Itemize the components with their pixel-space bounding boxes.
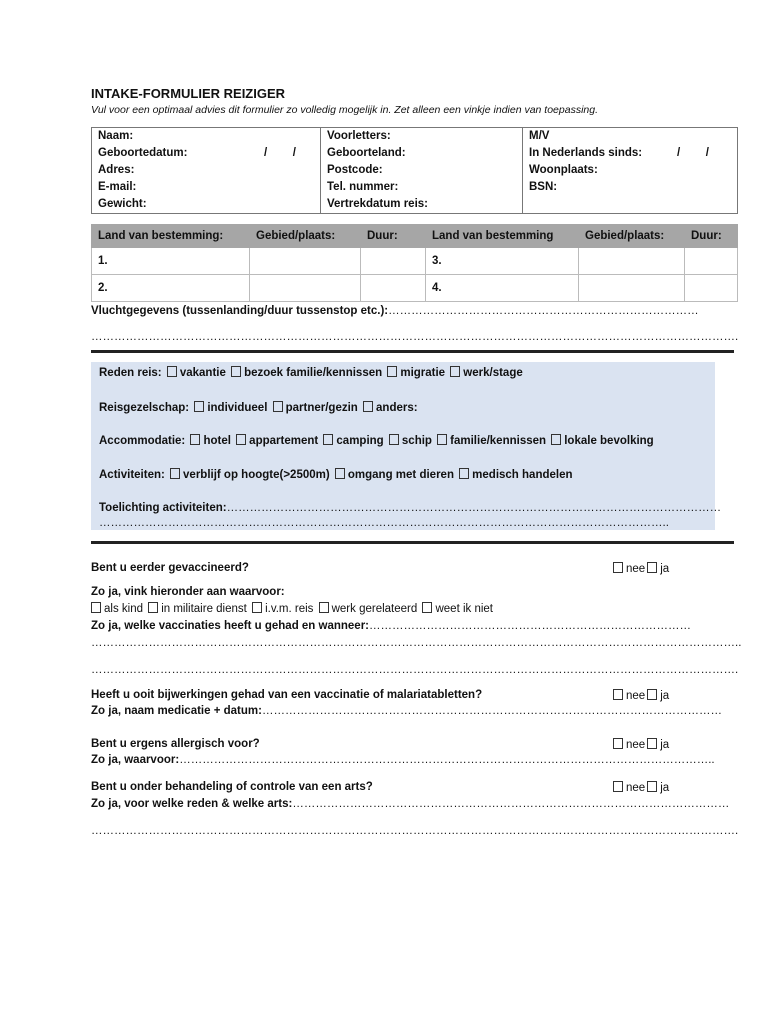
form-subtitle: Vul voor een optimaal advies dit formulier zo volledig mogelijk in. Zet alleen een vinkje indien van toepassing. bbox=[91, 104, 599, 116]
checkbox[interactable] bbox=[389, 434, 399, 445]
side-effects-detail[interactable]: Zo ja, naam medicatie + datum:………………………………………………………………………………………………………… bbox=[91, 705, 722, 717]
activities-line: Activiteiten: verblijf op hoogte(>2500m) omgang met dieren medisch handelen bbox=[99, 469, 573, 481]
dest-cell[interactable]: 4. bbox=[426, 275, 579, 302]
personal-col-3[interactable] bbox=[523, 128, 738, 214]
yes-no-vaccinated: nee ja bbox=[611, 562, 669, 575]
checkbox[interactable] bbox=[459, 468, 469, 479]
allergy-detail[interactable]: Zo ja, waarvoor:………………………………………………………………………………………………………………………….. bbox=[91, 754, 715, 766]
checkbox[interactable] bbox=[387, 366, 397, 377]
dest-cell[interactable] bbox=[361, 248, 426, 275]
checkbox[interactable] bbox=[422, 602, 432, 613]
checkbox[interactable] bbox=[190, 434, 200, 445]
checkbox[interactable] bbox=[613, 781, 623, 792]
dest-header: Duur: bbox=[361, 225, 426, 248]
vacc-if-yes: Zo ja, vink hieronder aan waarvoor: bbox=[91, 586, 285, 598]
field-email: E-mail: bbox=[98, 181, 137, 193]
dest-cell[interactable] bbox=[685, 275, 738, 302]
field-woonplaats: Woonplaats: bbox=[529, 164, 598, 176]
checkbox[interactable] bbox=[252, 602, 262, 613]
dest-cell[interactable]: 1. bbox=[92, 248, 250, 275]
flight-details-line[interactable]: Vluchtgegevens (tussenlanding/duur tussenstop etc.):……………………………………………………………………… bbox=[91, 305, 699, 317]
company-line: Reisgezelschap: individueel partner/gezin anders: bbox=[99, 402, 418, 414]
q-side-effects: Heeft u ooit bijwerkingen gehad van een vaccinatie of malariatabletten? bbox=[91, 689, 483, 701]
field-geboorteland: Geboorteland: bbox=[327, 147, 406, 159]
dest-cell[interactable] bbox=[361, 275, 426, 302]
personal-col-1[interactable] bbox=[92, 128, 321, 214]
field-nl-sinds: In Nederlands sinds: / / bbox=[529, 147, 709, 159]
checkbox[interactable] bbox=[236, 434, 246, 445]
field-naam: Naam: bbox=[98, 130, 134, 142]
reason-line: Reden reis: vakantie bezoek familie/kennissen migratie werk/stage bbox=[99, 367, 523, 379]
checkbox[interactable] bbox=[613, 738, 623, 749]
divider bbox=[91, 350, 734, 353]
yes-no-doctor: nee ja bbox=[611, 781, 669, 794]
checkbox[interactable] bbox=[148, 602, 158, 613]
checkbox[interactable] bbox=[363, 401, 373, 412]
dest-header: Duur: bbox=[685, 225, 738, 248]
field-voorletters: Voorletters: bbox=[327, 130, 391, 142]
dest-cell[interactable] bbox=[250, 275, 361, 302]
checkbox[interactable] bbox=[231, 366, 241, 377]
dest-header: Land van bestemming: bbox=[92, 225, 250, 248]
checkbox[interactable] bbox=[323, 434, 333, 445]
field-mv: M/V bbox=[529, 130, 550, 142]
checkbox[interactable] bbox=[335, 468, 345, 479]
dest-header: Gebied/plaats: bbox=[250, 225, 361, 248]
accommodation-line: Accommodatie: hotel appartement camping schip familie/kennissen lokale bevolking bbox=[99, 435, 654, 447]
field-gewicht: Gewicht: bbox=[98, 198, 147, 210]
checkbox[interactable] bbox=[194, 401, 204, 412]
checkbox[interactable] bbox=[551, 434, 561, 445]
checkbox[interactable] bbox=[170, 468, 180, 479]
field-telnummer: Tel. nummer: bbox=[327, 181, 399, 193]
destination-table bbox=[91, 224, 738, 302]
table-row bbox=[92, 275, 738, 302]
dest-cell[interactable] bbox=[250, 248, 361, 275]
checkbox[interactable] bbox=[450, 366, 460, 377]
yes-no-allergy: nee ja bbox=[611, 738, 669, 751]
table-row bbox=[92, 248, 738, 275]
field-vertrekdatum: Vertrekdatum reis: bbox=[327, 198, 428, 210]
flight-details-dots[interactable]: ……………………………………………………………………………………………………………………………………………………. bbox=[91, 331, 739, 343]
checkbox[interactable] bbox=[613, 689, 623, 700]
dest-header: Gebied/plaats: bbox=[579, 225, 685, 248]
dest-cell[interactable] bbox=[579, 275, 685, 302]
field-adres: Adres: bbox=[98, 164, 135, 176]
destination-header-row bbox=[92, 225, 738, 248]
vacc-options-line: als kind in militaire dienst i.v.m. reis werk gerelateerd weet ik niet bbox=[89, 602, 493, 615]
doctor-dots[interactable]: ……………………………………………………………………………………………………………………………………………………. bbox=[91, 825, 739, 837]
checkbox[interactable] bbox=[273, 401, 283, 412]
q-allergy: Bent u ergens allergisch voor? bbox=[91, 738, 260, 750]
form-title: INTAKE-FORMULIER REIZIGER bbox=[91, 86, 286, 101]
dest-cell[interactable]: 2. bbox=[92, 275, 250, 302]
checkbox[interactable] bbox=[91, 602, 101, 613]
checkbox[interactable] bbox=[647, 781, 657, 792]
vacc-which-line[interactable]: Zo ja, welke vaccinaties heeft u gehad en wanneer:………………………………………………………………………… bbox=[91, 620, 692, 632]
checkbox[interactable] bbox=[437, 434, 447, 445]
field-postcode: Postcode: bbox=[327, 164, 383, 176]
explanation-line[interactable]: Toelichting activiteiten:………………………………………………………………………………………………………………… bbox=[99, 502, 722, 514]
dest-cell[interactable] bbox=[685, 248, 738, 275]
checkbox[interactable] bbox=[647, 738, 657, 749]
personal-data-table bbox=[91, 127, 738, 214]
dest-header: Land van bestemming bbox=[426, 225, 579, 248]
divider bbox=[91, 541, 734, 544]
checkbox[interactable] bbox=[319, 602, 329, 613]
q-doctor: Bent u onder behandeling of controle van een arts? bbox=[91, 781, 373, 793]
personal-col-2[interactable] bbox=[321, 128, 523, 214]
field-geboortedatum: Geboortedatum: / / bbox=[98, 147, 296, 159]
vacc-dots[interactable]: ……………………………………………………………………………………………………………………………………………………. bbox=[91, 664, 739, 676]
q-vaccinated: Bent u eerder gevaccineerd? bbox=[91, 562, 249, 574]
field-bsn: BSN: bbox=[529, 181, 558, 193]
yes-no-side-effects: nee ja bbox=[611, 689, 669, 702]
checkbox[interactable] bbox=[613, 562, 623, 573]
doctor-detail[interactable]: Zo ja, voor welke reden & welke arts:…………………………………………………………………………………………………… bbox=[91, 798, 730, 810]
checkbox[interactable] bbox=[647, 562, 657, 573]
explanation-dots[interactable]: ………………………………………………………………………………………………………………………………….. bbox=[99, 517, 669, 529]
dest-cell[interactable]: 3. bbox=[426, 248, 579, 275]
vacc-dots[interactable]: …………………………………………………………………………………………………………………………………………………….. bbox=[91, 637, 742, 649]
dest-cell[interactable] bbox=[579, 248, 685, 275]
checkbox[interactable] bbox=[167, 366, 177, 377]
checkbox[interactable] bbox=[647, 689, 657, 700]
